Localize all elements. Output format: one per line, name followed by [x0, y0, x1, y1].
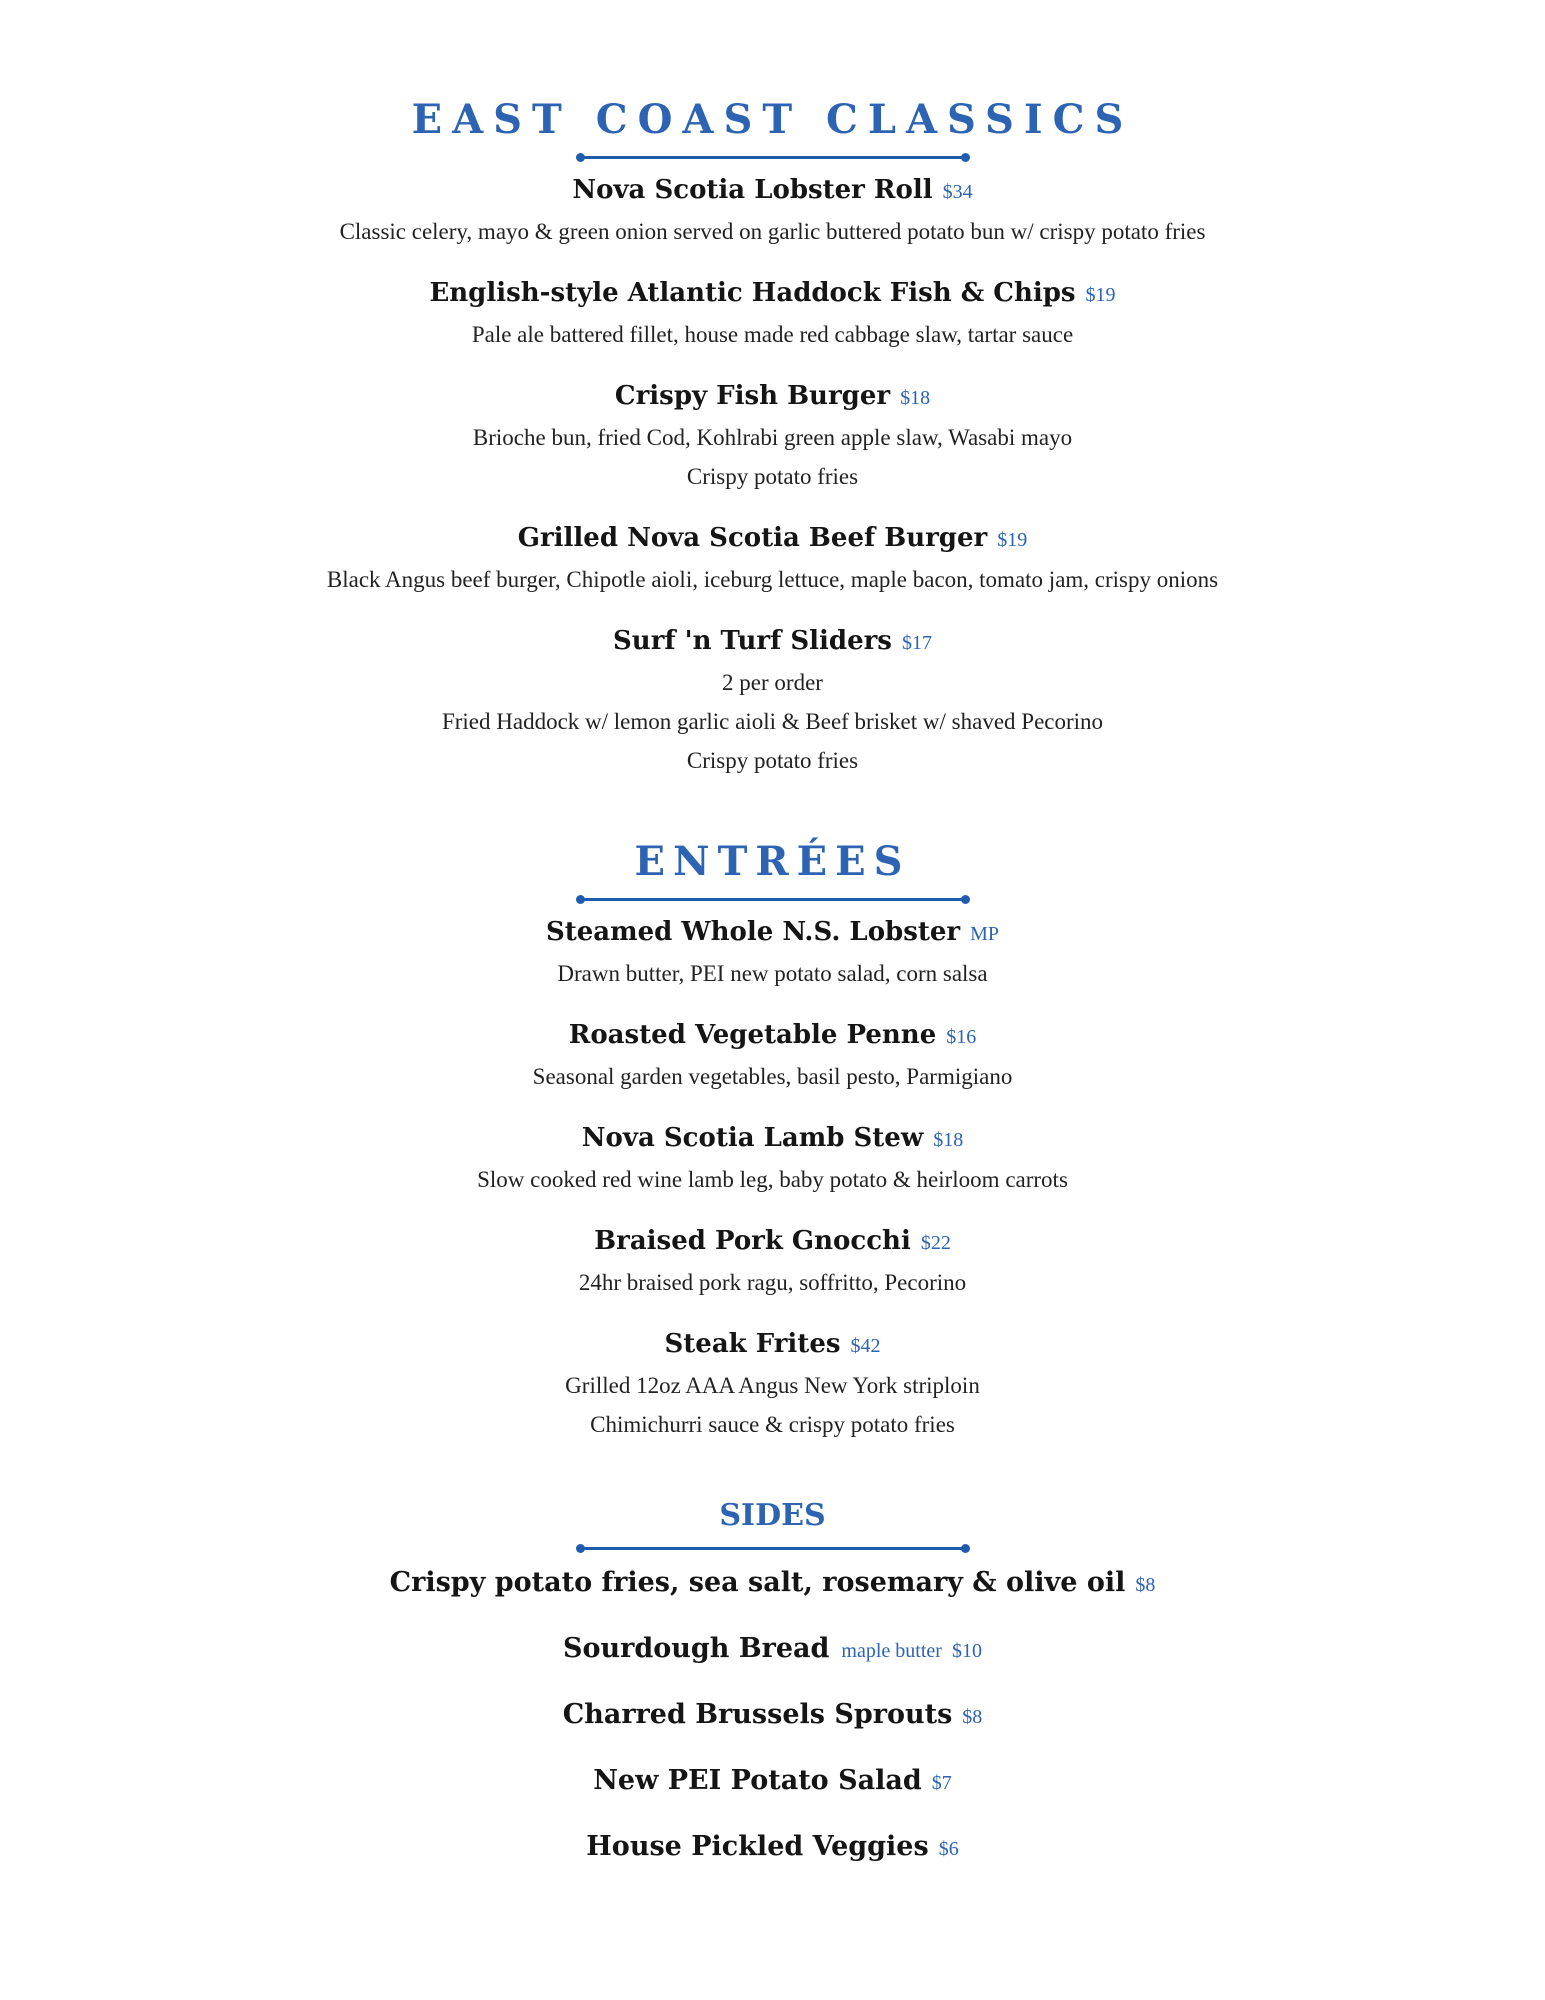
item-price: $17: [901, 632, 932, 654]
menu-item: [0, 622, 1545, 780]
section-east-coast-classics: [0, 96, 1545, 780]
item-description: 24hr braised pork ragu, soffritto, Pecorino: [578, 1270, 967, 1295]
item-price: $16: [946, 1026, 977, 1048]
side-item: [0, 1630, 1545, 1671]
item-description: Fried Haddock w/ lemon garlic aioli & Beef brisket w/ shaved Pecorino: [441, 709, 1104, 734]
item-description: 2 per order: [722, 670, 823, 695]
item-name: Nova Scotia Lobster Roll: [572, 175, 933, 205]
item-price: $19: [997, 529, 1028, 551]
menu-item: [0, 1325, 1545, 1444]
menu-item: [0, 519, 1545, 599]
item-description: Slow cooked red wine lamb leg, baby potato & heirloom carrots: [477, 1167, 1068, 1192]
menu-item: [0, 171, 1545, 251]
menu-items: [0, 913, 1545, 1444]
side-price: $10: [951, 1640, 982, 1662]
divider-dot-left: [576, 153, 585, 162]
item-name: English-style Atlantic Haddock Fish & Chips: [429, 278, 1076, 308]
menu-items: [0, 171, 1545, 780]
item-description: Pale ale battered fillet, house made red cabbage slaw, tartar sauce: [471, 322, 1074, 347]
divider-dot-right: [961, 153, 970, 162]
menu-item: [0, 377, 1545, 496]
section-divider: [580, 898, 966, 901]
divider-dot-left: [576, 1544, 585, 1553]
side-note: maple butter: [841, 1640, 942, 1662]
side-price: $6: [938, 1838, 959, 1860]
item-name: Crispy Fish Burger: [614, 381, 891, 411]
section-title: ENTRÉES: [634, 838, 911, 885]
item-name: Roasted Vegetable Penne: [568, 1020, 937, 1050]
item-name: Surf 'n Turf Sliders: [613, 626, 892, 656]
item-name: Grilled Nova Scotia Beef Burger: [517, 523, 988, 553]
divider-dot-right: [961, 895, 970, 904]
item-price: $34: [942, 181, 973, 203]
side-name: Sourdough Bread: [563, 1633, 830, 1664]
item-description: Brioche bun, fried Cod, Kohlrabi green apple slaw, Wasabi mayo: [472, 425, 1073, 450]
side-price: $8: [962, 1706, 983, 1728]
section-sides: [0, 1498, 1545, 1869]
item-description: Chimichurri sauce & crispy potato fries: [590, 1412, 955, 1437]
menu-item: [0, 913, 1545, 993]
side-item: [0, 1564, 1545, 1605]
menu-item: [0, 1119, 1545, 1199]
menu-items: [0, 1564, 1545, 1869]
section-divider: [580, 156, 966, 159]
item-name: Braised Pork Gnocchi: [594, 1226, 911, 1256]
menu-item: [0, 1016, 1545, 1096]
item-description: Classic celery, mayo & green onion served on garlic buttered potato bun w/ crispy potato fries: [339, 219, 1206, 244]
section-title: EAST COAST CLASSICS: [411, 96, 1134, 143]
item-price: MP: [970, 923, 1000, 945]
section-title: SIDES: [719, 1498, 826, 1533]
section-divider: [580, 1547, 966, 1550]
item-price: $22: [920, 1232, 951, 1254]
side-name: Crispy potato fries, sea salt, rosemary & olive oil: [389, 1567, 1126, 1598]
side-item: [0, 1696, 1545, 1737]
item-description: Seasonal garden vegetables, basil pesto, Parmigiano: [532, 1064, 1013, 1089]
divider-dot-left: [576, 895, 585, 904]
menu-item: [0, 1222, 1545, 1302]
item-name: Nova Scotia Lamb Stew: [581, 1123, 924, 1153]
side-name: House Pickled Veggies: [586, 1831, 929, 1862]
item-description: Crispy potato fries: [686, 464, 859, 489]
item-description: Crispy potato fries: [686, 748, 859, 773]
item-name: Steamed Whole N.S. Lobster: [545, 917, 961, 947]
item-description: Grilled 12oz AAA Angus New York striploin: [565, 1373, 980, 1398]
item-price: $42: [850, 1335, 881, 1357]
side-price: $7: [931, 1772, 952, 1794]
item-price: $18: [900, 387, 931, 409]
section-entrees: [0, 838, 1545, 1444]
side-name: Charred Brussels Sprouts: [562, 1699, 953, 1730]
side-item: [0, 1828, 1545, 1869]
item-name: Steak Frites: [664, 1329, 841, 1359]
item-price: $19: [1085, 284, 1116, 306]
item-description: Drawn butter, PEI new potato salad, corn salsa: [557, 961, 988, 986]
item-price: $18: [933, 1129, 964, 1151]
side-price: $8: [1135, 1574, 1156, 1596]
side-item: [0, 1762, 1545, 1803]
menu-item: [0, 274, 1545, 354]
item-description: Black Angus beef burger, Chipotle aioli, iceburg lettuce, maple bacon, tomato jam, crispy onions: [326, 567, 1219, 592]
side-name: New PEI Potato Salad: [593, 1765, 922, 1796]
divider-dot-right: [961, 1544, 970, 1553]
